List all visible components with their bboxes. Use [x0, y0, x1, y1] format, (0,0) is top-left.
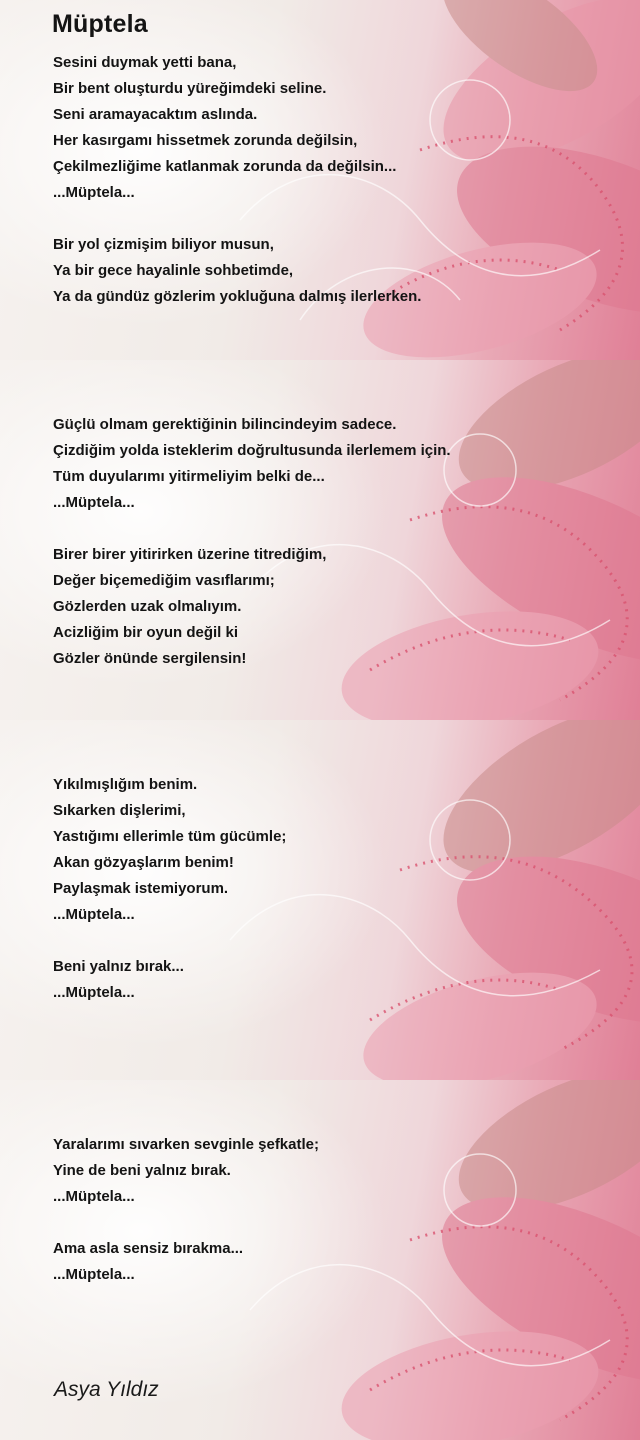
poem-panel-3	[0, 720, 640, 1080]
poem-line: Bir yol çizmişim biliyor musun,	[53, 236, 274, 253]
poem-line: Ya da gündüz gözlerim yokluğuna dalmış ilerlerken.	[53, 288, 422, 305]
poem-author: Asya Yıldız	[54, 1378, 159, 1401]
poem-line: ...Müptela...	[53, 984, 135, 1001]
poem-title: Müptela	[52, 10, 148, 38]
poem-line: Sesini duymak yetti bana,	[53, 54, 237, 71]
poem-line: Yastığımı ellerimle tüm gücümle;	[53, 828, 287, 845]
poem-line: Her kasırgamı hissetmek zorunda değilsin,	[53, 132, 358, 149]
stanza-8	[53, 1236, 243, 1288]
stanza-3	[53, 412, 451, 516]
poem-line: ...Müptela...	[53, 494, 135, 511]
poem-line: ...Müptela...	[53, 184, 135, 201]
stanza-7	[53, 1132, 319, 1210]
stanza-4	[53, 542, 326, 672]
poem-panel-1	[0, 0, 640, 360]
poem-line: Tüm duyularımı yitirmeliyim belki de...	[53, 468, 325, 485]
poem-line: Gözlerden uzak olmalıyım.	[53, 598, 242, 615]
poem-line: Gözler önünde sergilensin!	[53, 650, 247, 667]
poem-line: Yaralarımı sıvarken sevginle şefkatle;	[53, 1136, 319, 1153]
poem-line: ...Müptela...	[53, 1188, 135, 1205]
poem-line: Seni aramayacaktım aslında.	[53, 106, 258, 123]
poem-line: Çizdiğim yolda isteklerim doğrultusunda ilerlemem için.	[53, 442, 451, 459]
poem-line: Yine de beni yalnız bırak.	[53, 1162, 231, 1179]
poem-line: Sıkarken dişlerimi,	[53, 802, 186, 819]
stanza-6	[53, 954, 184, 1006]
poem-line: Güçlü olmam gerektiğinin bilincindeyim sadece.	[53, 416, 397, 433]
poem-line: ...Müptela...	[53, 1266, 135, 1283]
poem-line: Acizliğim bir oyun değil ki	[53, 624, 239, 641]
poem-line: Akan gözyaşlarım benim!	[53, 854, 234, 871]
stanza-1	[53, 50, 396, 206]
poem-line: ...Müptela...	[53, 906, 135, 923]
poem-line: Ama asla sensiz bırakma...	[53, 1240, 244, 1257]
poem-line: Birer birer yitirirken üzerine titrediğim,	[53, 546, 327, 563]
poem-panel-4	[0, 1080, 640, 1440]
poem-line: Bir bent oluşturdu yüreğimdeki seline.	[53, 80, 327, 97]
stanza-5	[53, 772, 286, 928]
poem-line: Beni yalnız bırak...	[53, 958, 184, 975]
poem-line: Değer biçemediğim vasıflarımı;	[53, 572, 275, 589]
poem-line: Ya bir gece hayalinle sohbetimde,	[53, 262, 294, 279]
poem-panel-2	[0, 360, 640, 720]
stanza-2	[53, 232, 421, 310]
poem-line: Paylaşmak istemiyorum.	[53, 880, 229, 897]
poem-line: Çekilmezliğime katlanmak zorunda da değilsin...	[53, 158, 397, 175]
poem-line: Yıkılmışlığım benim.	[53, 776, 198, 793]
